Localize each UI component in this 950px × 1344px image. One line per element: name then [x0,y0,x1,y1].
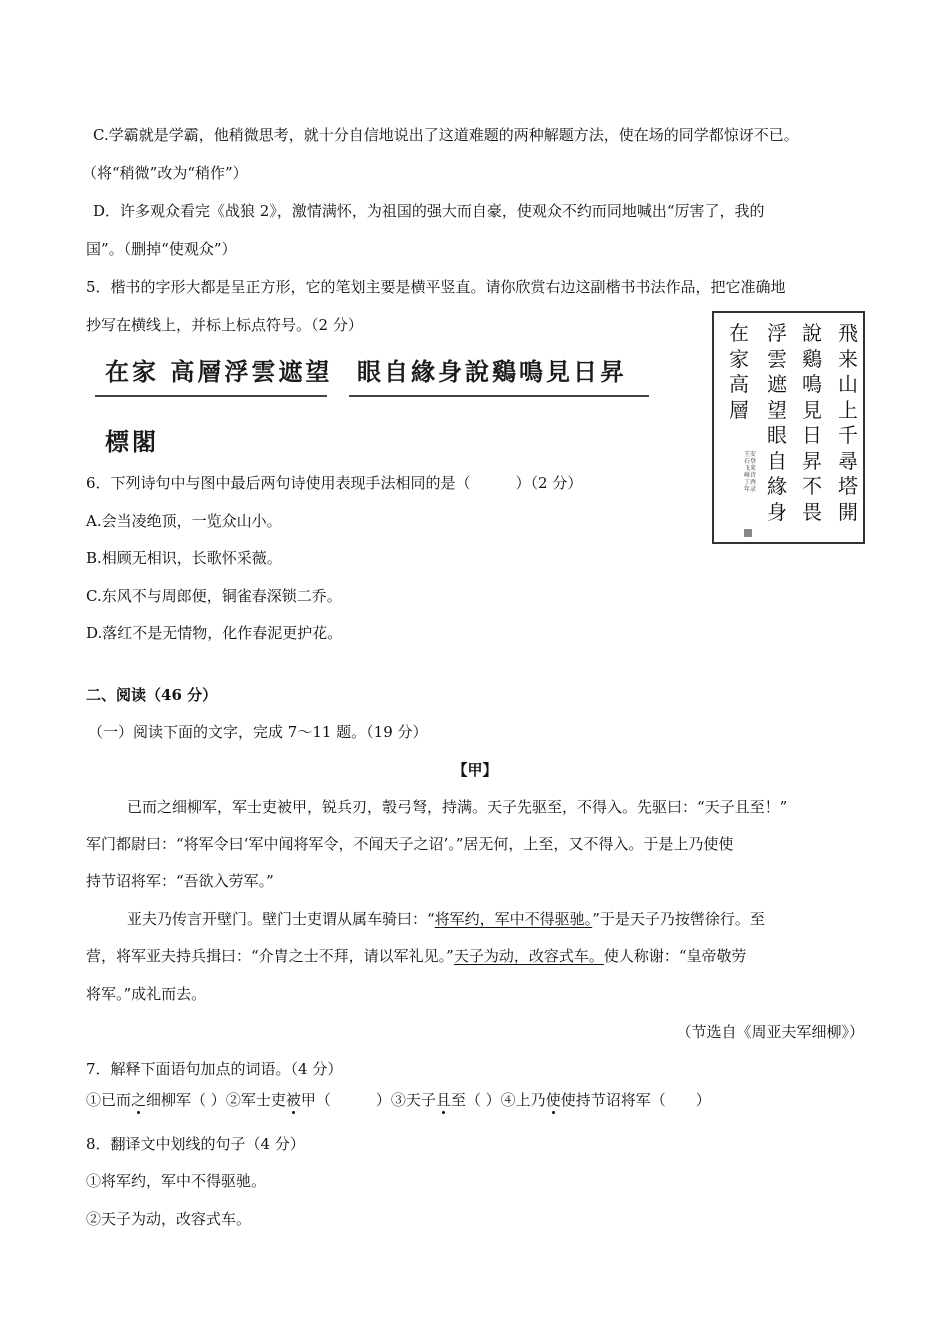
q4-option-d: D．许多观众看完《战狼 2》，激情满怀，为祖国的强大而自豪，使观众不约而同地喊出“厉害了，我的 [93,202,765,220]
passage-p2-line2 [86,946,747,966]
calligraphy-char: 日 [802,423,822,447]
q6-option-b: B.相顾无相识，长歌怀采薇。 [86,549,282,567]
underlined-sentence-2: 天子为动，改容式车。 [453,947,604,965]
calligraphy-artwork [712,311,865,544]
calligraphy-char: 尋 [838,448,858,473]
q5-stem-line2: 抄写在横线上，并标上标点符号。（2 分） [86,316,363,334]
calligraphy-char: 山 [838,372,858,396]
q6-stem: 6．下列诗句中与图中最后两句诗使用表现手法相同的是（ ）（2 分） [86,474,583,492]
calligraphy-char: 鳴 [802,372,822,396]
calligraphy-char: 說 [802,321,822,345]
passage-text: 使人称谢：“皇帝敬劳 [603,947,747,965]
q4-option-c-note: （将“稍微”改为“稍作”） [82,164,248,182]
dotted-word: 被 [285,1091,301,1109]
q7-items: ①已而之细柳军（ ）②军士吏被甲（ ）③天子且至（ ）④上乃使使持节诏将军（ ） [86,1091,711,1109]
calligraphy-char: 望 [767,397,787,422]
calligraphy-column-3 [764,321,790,525]
section2-title: 二、阅读（46 分） [86,686,218,704]
calligraphy-column-1 [835,321,861,525]
dotted-word: 使 [545,1091,561,1109]
handwritten-answer [95,340,675,465]
calligraphy-char: 家 [729,346,749,371]
passage-p2-line3: 将军。”成礼而去。 [86,985,207,1003]
passage-label-jia: 【甲】 [452,761,498,779]
passage-text: ”于是天子乃按辔徐行。至 [592,910,765,928]
calligraphy-column-2 [799,321,825,525]
handwriting-segment-2: 眼自緣身說鷄鳴見日昇 [357,358,627,386]
q8-stem: 8．翻译文中划线的句子（4 分） [86,1135,305,1153]
calligraphy-char: 在 [729,321,749,345]
calligraphy-char: 飛 [838,321,858,345]
calligraphy-char: 畏 [802,499,822,524]
calligraphy-char: 浮 [767,321,787,345]
passage-p1-line1: 已而之细柳军，军士吏被甲，锐兵刃，彀弓弩，持满。天子先驱至，不得入。先驱曰：“天子且至！” [127,798,788,816]
calligraphy-char: 上 [838,397,858,422]
calligraphy-char: 雲 [767,346,787,371]
calligraphy-char: 千 [838,423,858,447]
underlined-sentence-1: 将军约，军中不得驱驰。 [434,910,593,928]
passage-p2-line1 [127,909,765,929]
seal-stamp [744,529,752,537]
q5-stem-line1: 5．楷书的字形大都是呈正方形，它的笔划主要是横平竖直。请你欣赏右边这副楷书书法作品，把它准确地 [86,278,786,296]
q6-option-c: C.东风不与周郎便，铜雀春深锁二乔。 [86,587,342,605]
calligraphy-char: 来 [838,346,858,371]
calligraphy-char: 開 [838,499,858,524]
passage-p1-line3: 持节诏将军：“吾欲入劳军。” [86,872,274,890]
answer-line-1 [95,395,327,397]
q4-option-d-cont: 国”。（删掉“使观众”） [86,240,237,258]
calligraphy-char: 緣 [767,474,787,498]
q4-option-c: C.学霸就是学霸，他稍微思考，就十分自信地说出了这道难题的两种解题方法，使在场的同学都惊讶不已。 [93,126,799,144]
passage-p1-line2: 军门都尉曰：“将军令曰‘军中闻将军令，不闻天子之诏’。”居无何，上至，又不得入。于是上乃使使 [86,835,734,853]
calligraphy-char: 塔 [838,474,858,498]
q7-stem: 7．解释下面语句加点的词语。（4 分） [86,1060,343,1078]
calligraphy-char: 高 [729,372,749,396]
dotted-word: 且 [435,1091,451,1109]
calligraphy-char: 層 [729,397,749,422]
q6-option-a: A.会当凌绝顶，一览众山小。 [86,512,282,530]
calligraphy-char: 鷄 [802,346,822,371]
q6-option-d: D.落红不是无情物，化作春泥更护花。 [86,624,343,642]
calligraphy-signature: 王安石登飞来峰诗丁酉年录 [744,451,757,493]
q8-sentence-1: ①将军约，军中不得驱驰。 [86,1172,267,1190]
handwriting-segment-1: 在家 高層浮雲遮望 [105,358,333,386]
dotted-word: 之 [131,1091,147,1109]
calligraphy-char: 遮 [767,372,787,396]
calligraphy-char: 不 [802,474,822,498]
answer-line-2 [349,395,649,397]
q8-sentence-2: ②天子为动，改容式车。 [86,1210,252,1228]
handwriting-segment-3: 標閣 [105,428,159,456]
calligraphy-column-4 [726,321,752,423]
passage-text: 亚夫乃传言开壁门。壁门士吏谓从属车骑曰：“ [127,910,435,928]
calligraphy-char: 身 [767,499,787,524]
calligraphy-char: 昇 [802,448,822,473]
calligraphy-char: 自 [767,448,787,473]
passage-text: 营，将军亚夫持兵揖曰：“介胄之士不拜，请以军礼见。” [86,947,454,965]
passage-source: （节选自《周亚夫军细柳》） [676,1023,864,1041]
calligraphy-char: 見 [802,397,822,422]
calligraphy-char: 眼 [767,423,787,447]
section2-part1: （一）阅读下面的文字，完成 7～11 题。（19 分） [88,723,428,741]
